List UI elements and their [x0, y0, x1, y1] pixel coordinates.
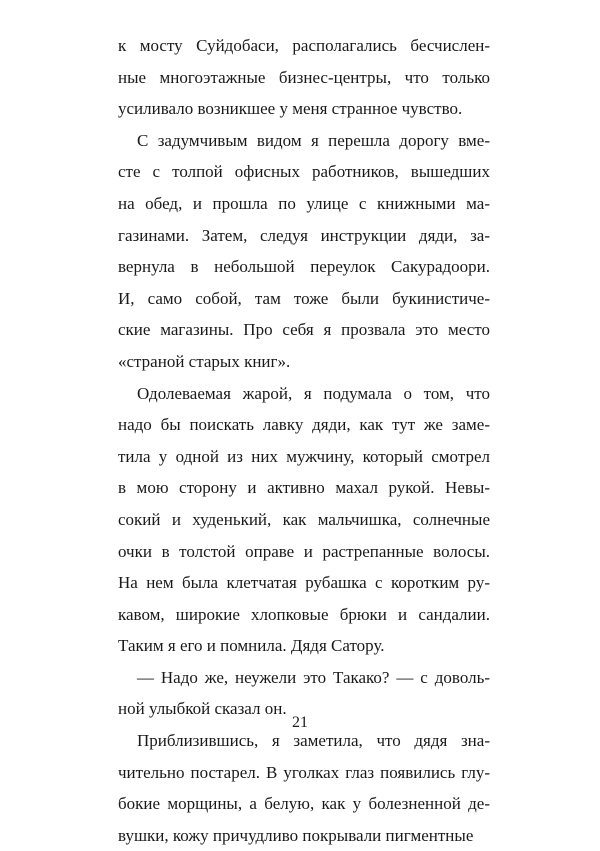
text-line: «страной старых книг». — [118, 351, 291, 371]
text-line: бокие морщины, а белую, как у болезненной де- — [118, 794, 490, 814]
text-line: — Надо же, неужели это Такако? — с доволь- — [137, 667, 490, 687]
text-line: Приблизившись, я заметила, что дядя зна- — [137, 731, 490, 751]
text-line: чительно постарел. В уголках глаз появились глу- — [118, 762, 490, 782]
text-line: вернула в небольшой переулок Сакурадоори. — [118, 257, 490, 277]
paragraph — [118, 125, 490, 378]
text-line: усиливало возникшее у меня странное чувство. — [118, 99, 463, 119]
page-number: 21 — [292, 714, 308, 731]
text-line: сокий и худенький, как мальчишка, солнечные — [118, 509, 490, 529]
paragraph — [118, 30, 490, 125]
paragraph — [118, 725, 490, 851]
text-line: газинами. Затем, следуя инструкции дяди, за- — [118, 225, 490, 245]
text-line: Одолеваемая жарой, я подумала о том, что — [137, 383, 490, 403]
text-line: Таким я его и помнила. Дядя Сатору. — [118, 636, 385, 656]
text-line: тила у одной из них мужчину, который смотрел — [118, 446, 490, 466]
text-line: сте с толпой офисных работников, вышедших — [118, 162, 490, 182]
text-line: И, само собой, там тоже были букинистиче- — [118, 288, 490, 308]
text-line: в мою сторону и активно махал рукой. Невы- — [118, 478, 490, 498]
text-line: кавом, широкие хлопковые брюки и сандалии. — [118, 604, 490, 624]
text-line: С задумчивым видом я перешла дорогу вме- — [137, 130, 490, 150]
text-line: надо бы поискать лавку дяди, как тут же заме- — [118, 415, 490, 435]
text-line: ские магазины. Про себя я прозвала это место — [118, 320, 490, 340]
text-line: ной улыбкой сказал он. — [118, 699, 287, 719]
text-line: на обед, и прошла по улице с книжными ма- — [118, 193, 490, 213]
text-line: вушки, кожу причудливо покрывали пигментные — [118, 825, 474, 845]
text-line: ные многоэтажные бизнес-центры, что только — [118, 67, 490, 87]
text-line: к мосту Суйдобаси, располагались бесчислен- — [118, 36, 490, 55]
paragraph — [118, 378, 490, 662]
text-line: На нем была клетчатая рубашка с коротким ру- — [118, 573, 490, 593]
text-line: очки в толстой оправе и растрепанные волосы. — [118, 541, 490, 561]
